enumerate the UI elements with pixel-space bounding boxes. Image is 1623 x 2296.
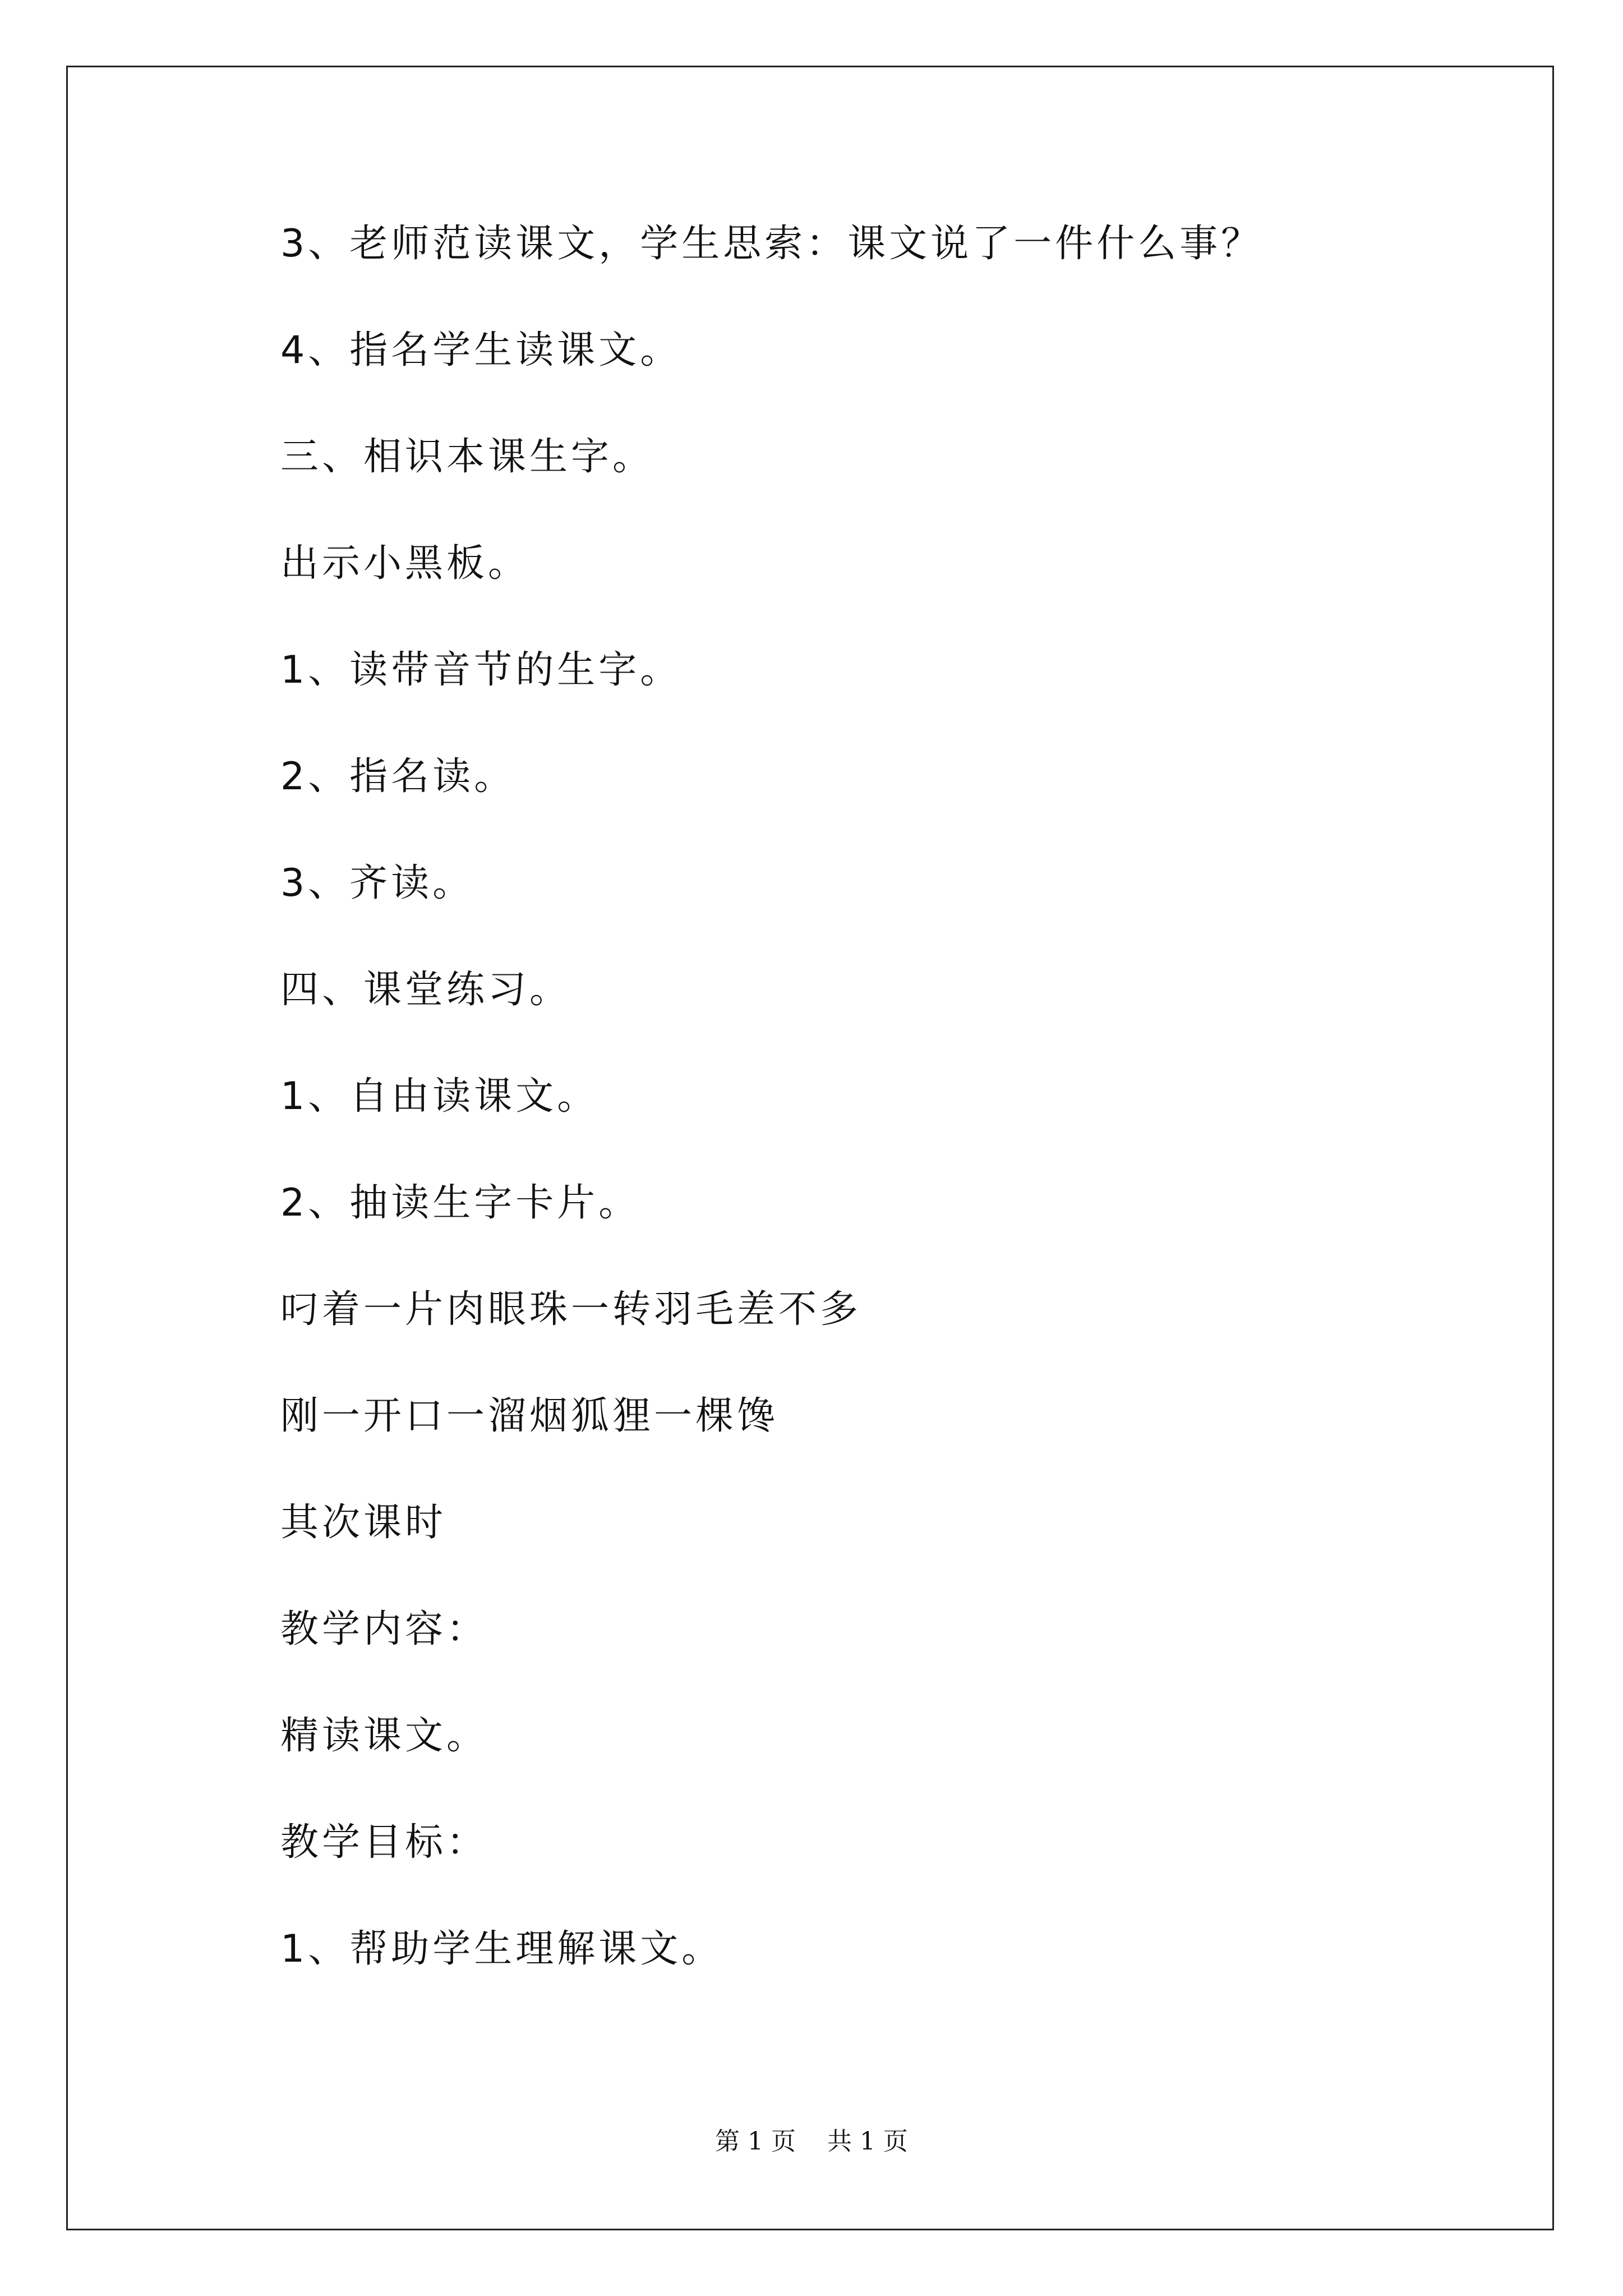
text-line: 2、指名读。 [280,754,516,799]
text-line: 2、抽读生字卡片。 [280,1181,640,1225]
text-line: 教学目标： [280,1820,488,1865]
text-line: 三、相识本课生字。 [280,435,654,479]
text-line: 教学内容： [280,1607,488,1651]
page-border [66,66,1554,2230]
text-line: 3、老师范读课文，学生思索：课文说了一件什么事？ [280,222,1263,266]
page-footer: 第 1 页 共 1 页 [715,2127,908,2156]
text-line: 刚一开口一溜烟狐狸一棵馋 [280,1394,779,1438]
text-line: 4、指名学生读课文。 [280,328,682,372]
text-line: 3、齐读。 [280,861,474,905]
text-line: 精读课文。 [280,1714,488,1758]
text-line: 其次课时 [280,1501,447,1545]
text-line: 1、读带音节的生字。 [280,648,682,692]
text-line: 四、课堂练习。 [280,968,571,1012]
text-line: 1、帮助学生理解课文。 [280,1927,723,1971]
text-line: 1、自由读课文。 [280,1074,599,1119]
text-line: 叼着一片肉眼珠一转羽毛差不多 [280,1287,862,1332]
text-line: 出示小黑板。 [280,541,530,586]
